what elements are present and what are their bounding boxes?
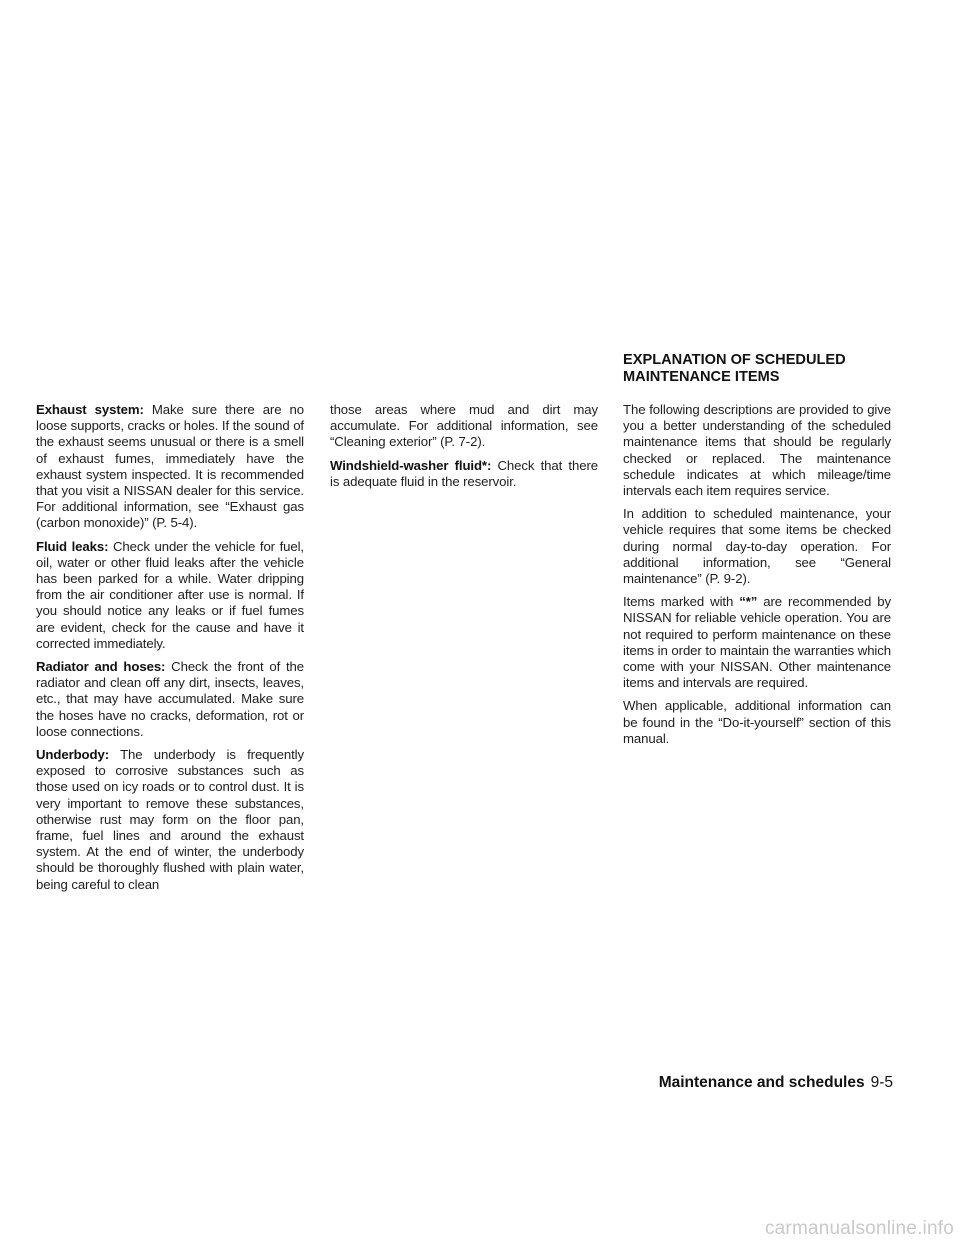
fluid-leaks-heading: Fluid leaks:: [36, 538, 109, 554]
asterisk-paragraph: [623, 594, 891, 691]
radiator-paragraph: [36, 659, 304, 740]
fluid-leaks-paragraph: [36, 539, 304, 652]
footer-section-title: Maintenance and schedules: [658, 1074, 865, 1091]
radiator-heading: Radiator and hoses:: [36, 659, 166, 675]
underbody-text: The underbody is frequently exposed to corrosive substances such as those used on icy roads or to control dust. It is very important to remove these substances, otherwise rust may form on the floor pan, frame, fuel lines and around the exhaust system. At the end of winter, the underbody should be thoroughly flushed with plain water, being careful to clean: [36, 747, 305, 892]
intro-paragraph: The following descriptions are provided to give you a better understanding of the scheduled maintenance items that should be regularly checked or replaced. The maintenance schedule indicates at which mileage/time intervals each item requires service.: [623, 402, 891, 499]
exhaust-paragraph: [36, 402, 304, 532]
left-column: [36, 402, 304, 900]
fluid-leaks-text: Check under the vehicle for fuel, oil, water or other fluid leaks after the vehicle has been parked for a while. Water dripping from the air conditioner after use is normal. If you should notice any leaks or if fuel fumes are evident, check for the cause and have it corrected immediately.: [36, 538, 304, 651]
washer-heading: Windshield-washer fluid*:: [330, 457, 492, 473]
do-it-yourself-paragraph: When applicable, additional information can be found in the “Do-it-yourself” section of this manual.: [623, 698, 891, 746]
asterisk-text-after: are recommended by NISSAN for reliable vehicle operation. You are not required to perform maintenance on these items in order to maintain the warranties which come with your NISSAN. Other maintenance items and intervals are required.: [623, 594, 891, 691]
asterisk-text-before: Items marked with: [623, 594, 734, 610]
washer-text: Check that there is adequate fluid in the reservoir.: [330, 457, 598, 489]
radiator-text: Check the front of the radiator and clean off any dirt, insects, leaves, etc., that may have accumulated. Make sure the hoses have no cracks, deformation, rot or loose connections.: [36, 659, 304, 739]
asterisk-mark: “*”: [739, 594, 758, 610]
page-footer: [659, 1074, 893, 1092]
watermark: carmanualsonline.info: [764, 1218, 954, 1239]
underbody-continuation: those areas where mud and dirt may accumulate. For additional information, see “Cleaning exterior” (P. 7-2).: [330, 402, 598, 450]
section-heading: [623, 352, 913, 386]
section-heading-line-1: EXPLANATION OF SCHEDULED: [623, 352, 846, 368]
middle-column: [330, 402, 598, 497]
exhaust-text: Make sure there are no loose supports, cracks or holes. If the sound of the exhaust seems unusual or there is a smell of exhaust fumes, immediately have the exhaust system inspected. It is recommended that you visit a NISSAN dealer for this service. For additional information, see “Exhaust gas (carbon monoxide)” (P. 5-4).: [36, 402, 304, 531]
underbody-heading: Underbody:: [36, 747, 109, 763]
section-heading-line-2: MAINTENANCE ITEMS: [623, 369, 780, 385]
general-maintenance-paragraph: In addition to scheduled maintenance, your vehicle requires that some items be checked during normal day-to-day operation. For additional information, see “General maintenance” (P. 9-2).: [623, 506, 891, 587]
underbody-paragraph: [36, 747, 304, 893]
page-number: 9-5: [870, 1074, 893, 1091]
exhaust-heading: Exhaust system:: [36, 402, 144, 417]
washer-paragraph: [330, 458, 598, 490]
right-column: [623, 402, 891, 754]
